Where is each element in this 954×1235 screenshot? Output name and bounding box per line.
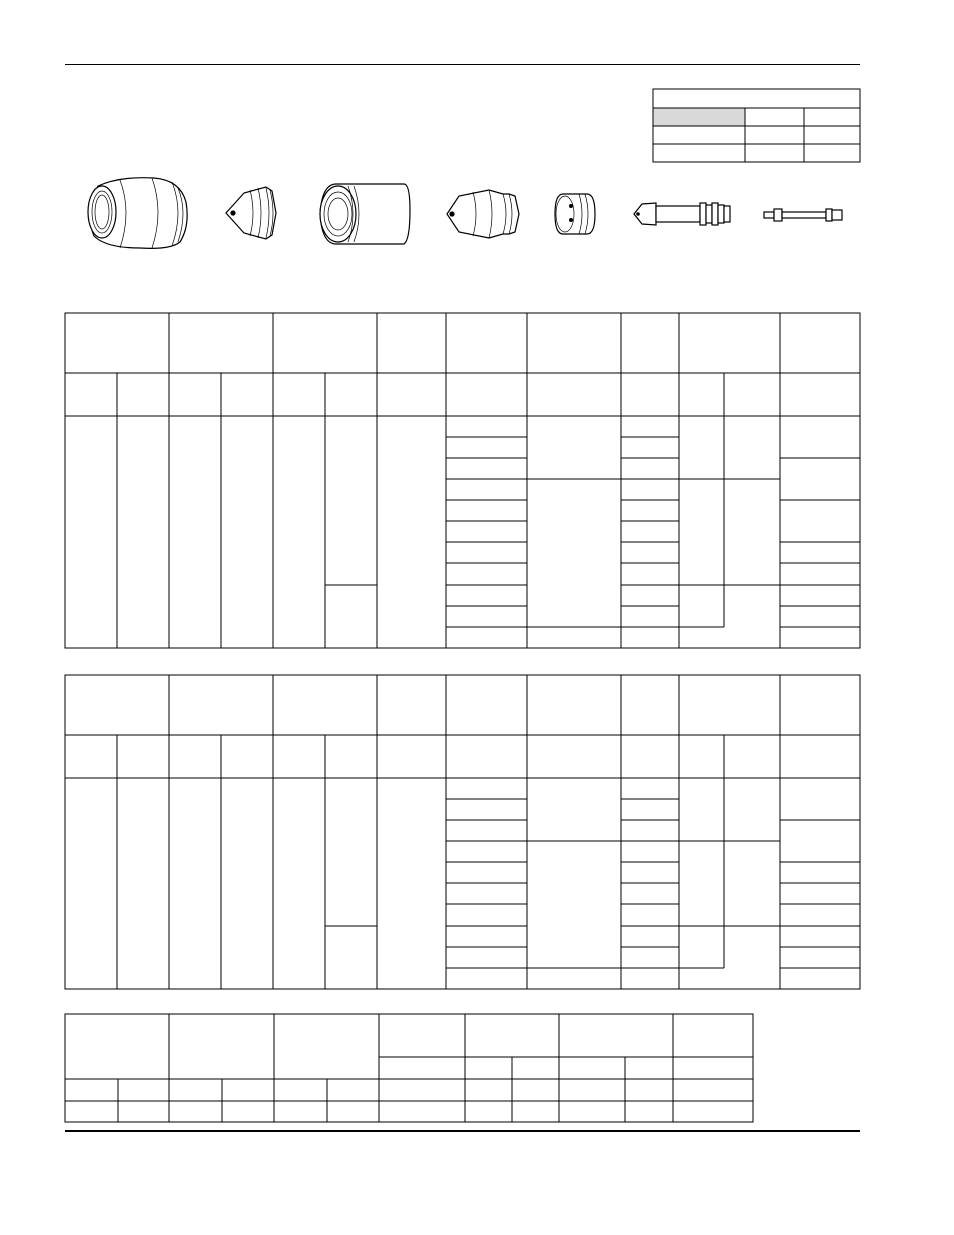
footer-rule — [65, 1130, 860, 1132]
